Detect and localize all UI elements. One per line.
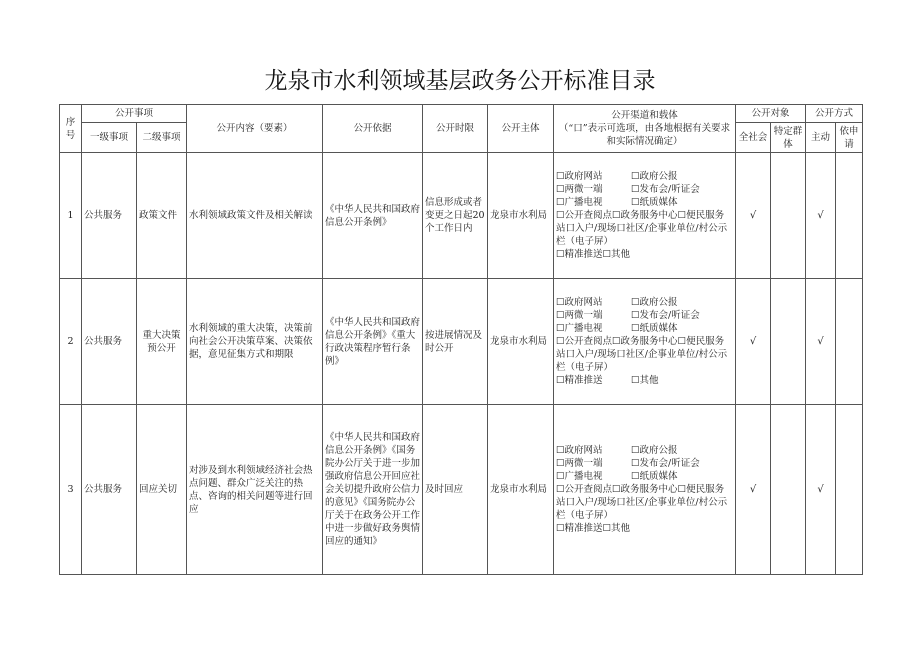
channel-line: ☐政府网站 ☐政府公报 [556, 171, 678, 182]
cell-serial: 2 [60, 279, 82, 405]
cell-subject: 龙泉市水利局 [488, 279, 554, 405]
cell-target-specific [771, 279, 806, 405]
cell-basis: 《中华人民共和国政府信息公开条例》《重大行政决策程序暂行条例》 [323, 279, 423, 405]
table-row [60, 405, 863, 575]
header-target: 公开对象 [736, 105, 806, 123]
channel-line: ☐公开查阅点☐政务服务中心☐便民服务站口入户/现场口社区/企事业单位/村公示栏（电子屏） [556, 336, 728, 373]
channel-line: ☐政府网站 ☐政府公报 [556, 297, 678, 308]
cell-level2: 回应关切 [137, 405, 187, 575]
cell-time: 按进展情况及时公开 [423, 279, 488, 405]
header-level2: 二级事项 [137, 123, 187, 153]
catalog-table [59, 104, 863, 575]
cell-method-active: √ [806, 405, 836, 575]
channel-line: ☐两微一端 ☐发布会/听证会 [556, 310, 700, 321]
channel-line: ☐精准推送 ☐其他 [556, 375, 659, 386]
header-subject: 公开主体 [488, 105, 554, 153]
channel-line: ☐广播电视 ☐纸质媒体 [556, 471, 678, 482]
cell-basis: 《中华人民共和国政府信息公开条例》 [323, 153, 423, 279]
channel-line: ☐政府网站 ☐政府公报 [556, 445, 678, 456]
channel-line: ☐两微一端 ☐发布会/听证会 [556, 184, 700, 195]
cell-content: 水利领域的重大决策，决策前向社会公开决策草案、决策依据，意见征集方式和期限 [187, 279, 323, 405]
cell-target-specific [771, 153, 806, 279]
header-method: 公开方式 [806, 105, 863, 123]
header-matters: 公开事项 [82, 105, 187, 123]
channel-line: ☐两微一端 ☐发布会/听证会 [556, 458, 700, 469]
cell-target-all: √ [736, 279, 771, 405]
header-content: 公开内容（要素） [187, 105, 323, 153]
cell-basis: 《中华人民共和国政府信息公开条例》《国务院办公厅关于进一步加强政府信息公开回应社会关切提升政府公信力的意见》《国务院办公厅关于在政务公开工作中进一步做好政务舆情回应的通知》 [323, 405, 423, 575]
cell-level2: 重大决策预公开 [137, 279, 187, 405]
page-title: 龙泉市水利领域基层政务公开标准目录 [264, 68, 656, 94]
cell-content: 水利领域政策文件及相关解读 [187, 153, 323, 279]
header-channel-note: （“口”表示可选项，由各地根据有关要求和实际情况确定） [558, 123, 731, 147]
cell-subject: 龙泉市水利局 [488, 153, 554, 279]
cell-method-active: √ [806, 279, 836, 405]
cell-serial: 1 [60, 153, 82, 279]
header-channel [554, 105, 736, 153]
cell-level2: 政策文件 [137, 153, 187, 279]
cell-level1: 公共服务 [82, 279, 137, 405]
table-row [60, 279, 863, 405]
cell-content: 对涉及到水利领域经济社会热点问题、群众广泛关注的热点、咨询的相关问题等进行回应 [187, 405, 323, 575]
cell-channels [554, 153, 736, 279]
channel-line: ☐公开查阅点☐政务服务中心☐便民服务站口入户/现场口社区/企事业单位/村公示栏（电子屏） [556, 210, 728, 247]
header-target-all: 全社会 [736, 123, 771, 153]
cell-method-request [836, 279, 863, 405]
cell-target-all: √ [736, 405, 771, 575]
channel-line: ☐广播电视 ☐纸质媒体 [556, 197, 678, 208]
cell-method-request [836, 153, 863, 279]
cell-serial: 3 [60, 405, 82, 575]
header-level1: 一级事项 [82, 123, 137, 153]
header-target-specific: 特定群体 [771, 123, 806, 153]
cell-channels [554, 279, 736, 405]
channel-line: ☐公开查阅点☐政务服务中心☐便民服务站口入户/现场口社区/企事业单位/村公示栏（电子屏） [556, 484, 728, 521]
table-row [60, 153, 863, 279]
cell-time: 信息形成或者变更之日起20个工作日内 [423, 153, 488, 279]
cell-method-request [836, 405, 863, 575]
header-serial: 序号 [60, 105, 82, 153]
cell-time: 及时回应 [423, 405, 488, 575]
channel-line: ☐广播电视 ☐纸质媒体 [556, 323, 678, 334]
channel-line: ☐精准推送☐其他 [556, 249, 631, 260]
header-basis: 公开依据 [323, 105, 423, 153]
cell-level1: 公共服务 [82, 405, 137, 575]
cell-target-specific [771, 405, 806, 575]
cell-channels [554, 405, 736, 575]
cell-method-active: √ [806, 153, 836, 279]
header-method-active: 主动 [806, 123, 836, 153]
header-method-request: 依申请 [836, 123, 863, 153]
cell-subject: 龙泉市水利局 [488, 405, 554, 575]
header-time: 公开时限 [423, 105, 488, 153]
channel-line: ☐精准推送☐其他 [556, 523, 631, 534]
header-channel-title: 公开渠道和载体 [611, 110, 678, 121]
cell-level1: 公共服务 [82, 153, 137, 279]
cell-target-all: √ [736, 153, 771, 279]
